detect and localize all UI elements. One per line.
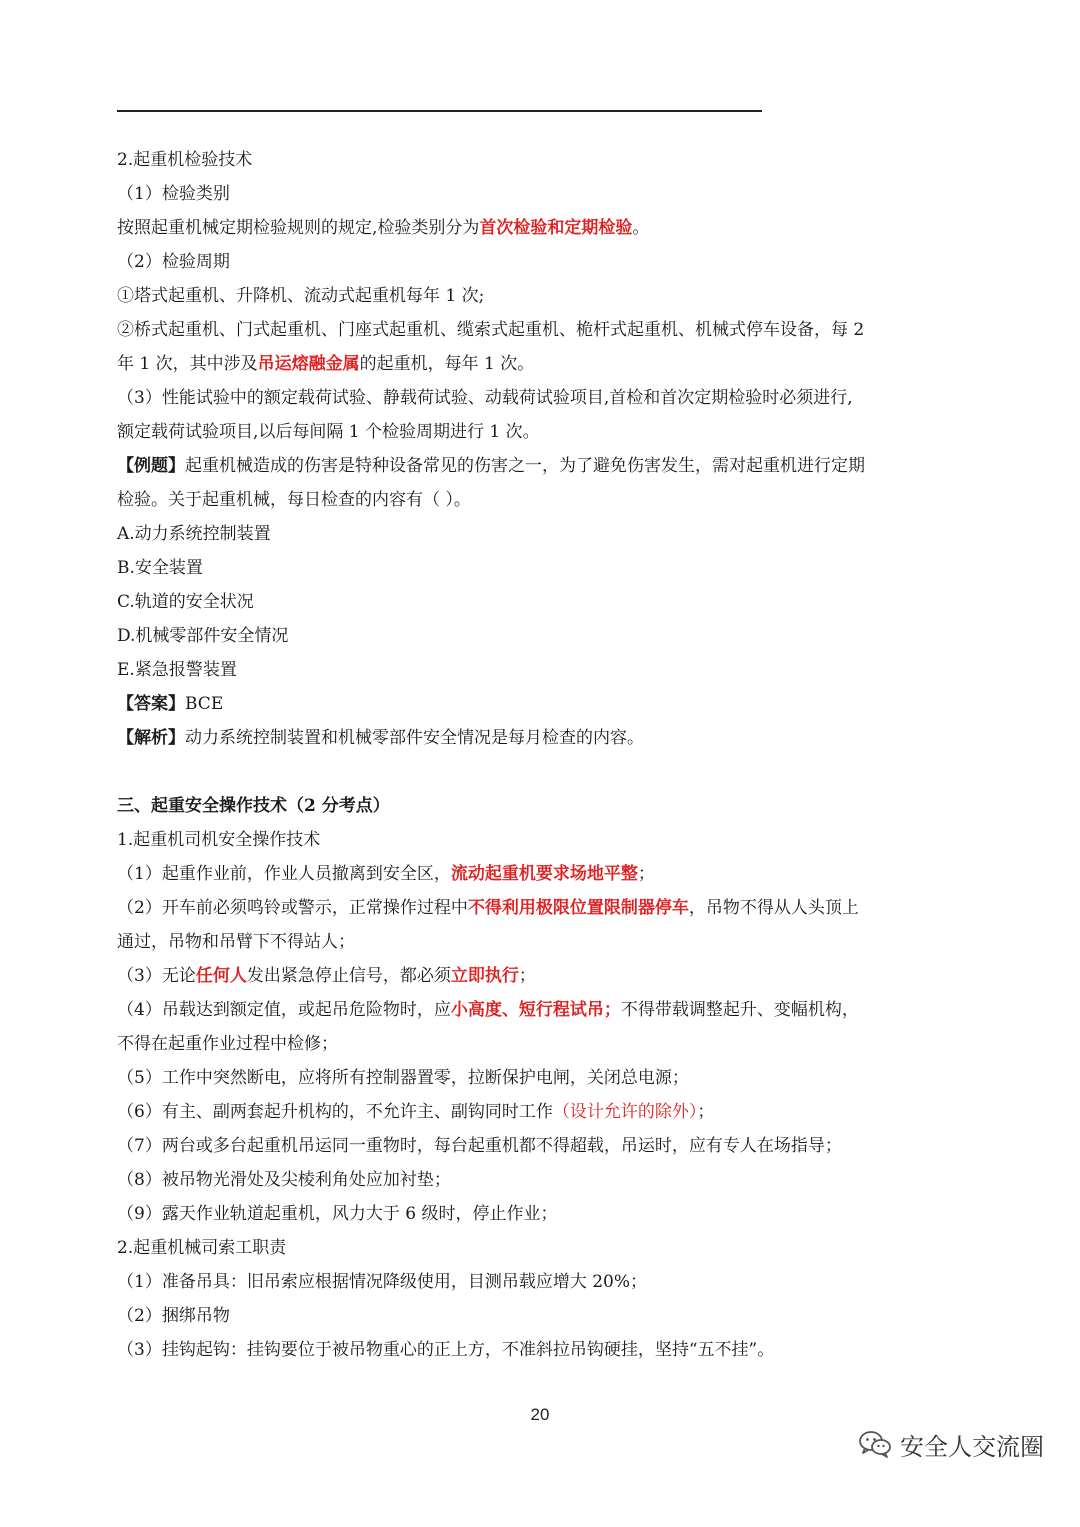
watermark — [858, 1424, 1044, 1464]
header-rule — [117, 110, 762, 112]
section3-heading-1: 1.起重机司机安全操作技术 — [117, 830, 321, 850]
page-content — [117, 143, 967, 1367]
highlight-text: 任何人 — [195, 966, 247, 986]
highlight-text: 流动起重机要求场地平整 — [450, 864, 638, 884]
example-question: 【例题】起重机械造成的伤害是特种设备常见的伤害之一，为了避免伤害发生，需对起重机进行定期 — [117, 456, 865, 476]
section-heading: 2.起重机检验技术 — [117, 150, 253, 170]
duty-3: （3）挂钩起钩：挂钩要位于被吊物重心的正上方，不准斜拉吊钩硬挂，坚持“五不挂”。 — [117, 1340, 775, 1360]
section3-heading-2: 2.起重机械司索工职责 — [117, 1238, 287, 1258]
answer-line — [117, 687, 967, 721]
subheading-period: （2）检验周期 — [117, 252, 230, 272]
paragraph-period-1: ①塔式起重机、升降机、流动式起重机每年 1 次; — [117, 286, 485, 306]
rule-5: （5）工作中突然断电，应将所有控制器置零，拉断保护电闸，关闭总电源； — [117, 1068, 689, 1088]
analysis-line: 【解析】动力系统控制装置和机械零部件安全情况是每月检查的内容。 — [117, 728, 644, 748]
answer-value: BCE — [185, 694, 224, 714]
option-e: E.紧急报警装置 — [117, 660, 237, 680]
analysis-tag: 【解析】 — [117, 728, 185, 748]
option-c: C.轨道的安全状况 — [117, 592, 254, 612]
subheading-category: （1）检验类别 — [117, 184, 230, 204]
rule-8: （8）被吊物光滑处及尖棱利角处应加衬垫； — [117, 1170, 451, 1190]
option-b: B.安全装置 — [117, 558, 203, 578]
highlight-text: 小高度、短行程试吊； — [450, 1000, 621, 1020]
highlight-text: 立即执行 — [450, 966, 519, 986]
highlight-text: （设计允许的除外） — [552, 1102, 698, 1122]
rule-7: （7）两台或多台起重机吊运同一重物时，每台起重机都不得超载，吊运时，应有专人在场指导； — [117, 1136, 842, 1156]
paragraph-performance-test: （3）性能试验中的额定载荷试验、静载荷试验、动载荷试验项目,首检和首次定期检验时必须进行, — [117, 388, 853, 408]
duty-2: （2）捆绑吊物 — [117, 1306, 230, 1326]
highlight-text: 不得利用极限位置限制器停车 — [467, 898, 689, 918]
watermark-text: 安全人交流圈 — [900, 1432, 1044, 1461]
rule-2: （2）开车前必须鸣铃或警示，正常操作过程中不得利用极限位置限制器停车，吊物不得从人头顶上 — [117, 898, 859, 918]
option-d: D.机械零部件安全情况 — [117, 626, 289, 646]
paragraph-category: 按照起重机械定期检验规则的规定,检验类别分为首次检验和定期检验。 — [117, 218, 650, 238]
paragraph-period-2-cont: 年 1 次，其中涉及吊运熔融金属的起重机，每年 1 次。 — [117, 354, 535, 374]
rule-6: （6）有主、副两套起升机构的，不允许主、副钩同时工作（设计允许的除外）； — [117, 1102, 715, 1122]
wechat-icon — [858, 1429, 892, 1459]
highlight-text: 首次检验和定期检验 — [479, 218, 633, 238]
example-tag: 【例题】 — [117, 456, 185, 476]
rule-9: （9）露天作业轨道起重机，风力大于 6 级时，停止作业； — [117, 1204, 558, 1224]
rule-2-cont: 通过，吊物和吊臂下不得站人； — [117, 932, 355, 952]
highlight-text: 吊运熔融金属 — [257, 354, 360, 374]
option-a: A.动力系统控制装置 — [117, 524, 271, 544]
rule-4: （4）吊载达到额定值，或起吊危险物时，应小高度、短行程试吊；不得带载调整起升、变幅机构， — [117, 1000, 859, 1020]
section-title: 三、起重安全操作技术（2 分考点） — [117, 796, 390, 816]
rule-4-cont: 不得在起重作业过程中检修； — [117, 1034, 338, 1054]
page-number: 20 — [530, 1405, 550, 1424]
paragraph-performance-test-cont: 额定载荷试验项目,以后每间隔 1 个检验周期进行 1 次。 — [117, 422, 540, 442]
duty-1: （1）准备吊具：旧吊索应根据情况降级使用，目测吊载应增大 20%； — [117, 1272, 648, 1292]
example-question-cont: 检验。关于起重机械，每日检查的内容有（ ）。 — [117, 490, 471, 510]
paragraph-period-2: ②桥式起重机、门式起重机、门座式起重机、缆索式起重机、桅杆式起重机、机械式停车设备，每 2 — [117, 320, 865, 340]
rule-1: （1）起重作业前，作业人员撤离到安全区，流动起重机要求场地平整； — [117, 864, 655, 884]
section-gap — [117, 755, 967, 789]
rule-3: （3）无论任何人发出紧急停止信号，都必须立即执行； — [117, 966, 536, 986]
answer-tag: 【答案】 — [117, 694, 185, 714]
